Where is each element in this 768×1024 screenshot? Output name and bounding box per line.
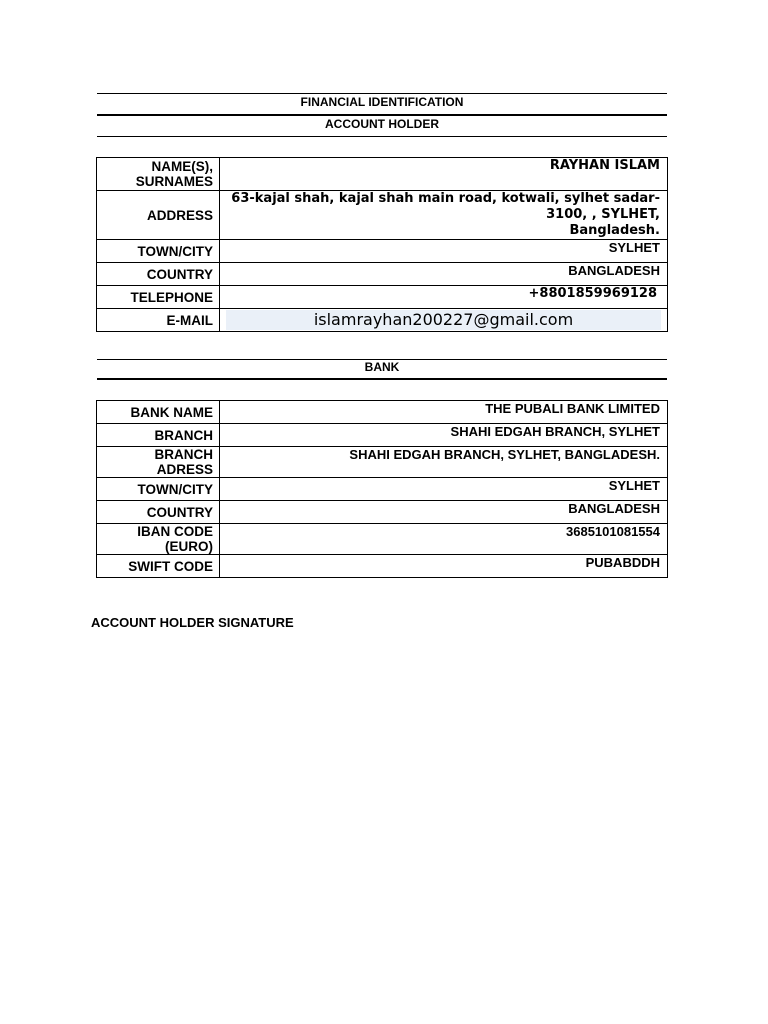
iban-label: IBAN CODE (EURO)	[97, 524, 220, 555]
table-row	[97, 286, 668, 309]
bank-name-field[interactable]: THE PUBALI BANK LIMITED	[220, 401, 668, 424]
swift-field[interactable]: PUBABDDH	[220, 555, 668, 578]
address-field[interactable]	[220, 191, 668, 240]
section-title-bank: BANK	[364, 360, 400, 374]
town-field[interactable]: SYLHET	[220, 240, 668, 263]
address-line-2: Bangladesh.	[569, 223, 660, 238]
branch-label: BRANCH	[97, 424, 220, 447]
header-top-rule	[97, 93, 667, 94]
table-row	[97, 424, 668, 447]
signature-label: ACCOUNT HOLDER SIGNATURE	[91, 615, 294, 630]
header-mid-rule	[97, 114, 667, 116]
iban-field[interactable]: 3685101081554	[220, 524, 668, 555]
bank-town-field[interactable]: SYLHET	[220, 478, 668, 501]
table-row	[97, 401, 668, 424]
email-field[interactable]: islamrayhan200227@gmail.com	[226, 310, 661, 330]
telephone-label: TELEPHONE	[97, 286, 220, 309]
bank-table	[96, 400, 668, 578]
town-label: TOWN/CITY	[97, 240, 220, 263]
table-row	[97, 501, 668, 524]
name-label: NAME(S), SURNAMES	[97, 158, 220, 191]
table-row	[97, 263, 668, 286]
table-row	[97, 478, 668, 501]
branch-address-field[interactable]: SHAHI EDGAH BRANCH, SYLHET, BANGLADESH.	[220, 447, 668, 478]
bank-header-bottom-rule	[97, 378, 667, 380]
email-cell	[220, 309, 668, 332]
bank-country-label: COUNTRY	[97, 501, 220, 524]
bank-town-label: TOWN/CITY	[97, 478, 220, 501]
address-label: ADDRESS	[97, 191, 220, 240]
table-row	[97, 555, 668, 578]
header-bottom-rule	[97, 136, 667, 137]
table-row	[97, 309, 668, 332]
table-row	[97, 158, 668, 191]
bank-country-field[interactable]: BANGLADESH	[220, 501, 668, 524]
name-field[interactable]: RAYHAN ISLAM	[220, 158, 668, 191]
document-title: FINANCIAL IDENTIFICATION	[300, 95, 464, 109]
branch-address-label: BRANCH ADRESS	[97, 447, 220, 478]
section-title-account-holder: ACCOUNT HOLDER	[325, 117, 439, 131]
country-label: COUNTRY	[97, 263, 220, 286]
account-holder-table	[96, 157, 668, 332]
email-label: E-MAIL	[97, 309, 220, 332]
branch-field[interactable]: SHAHI EDGAH BRANCH, SYLHET	[220, 424, 668, 447]
table-row	[97, 191, 668, 240]
table-row	[97, 447, 668, 478]
bank-name-label: BANK NAME	[97, 401, 220, 424]
country-field[interactable]: BANGLADESH	[220, 263, 668, 286]
address-line-1: 63-kajal shah, kajal shah main road, kotwali, sylhet sadar-3100, , SYLHET,	[231, 191, 660, 222]
table-row	[97, 524, 668, 555]
swift-label: SWIFT CODE	[97, 555, 220, 578]
telephone-field[interactable]: +8801859969128	[220, 286, 668, 309]
table-row	[97, 240, 668, 263]
